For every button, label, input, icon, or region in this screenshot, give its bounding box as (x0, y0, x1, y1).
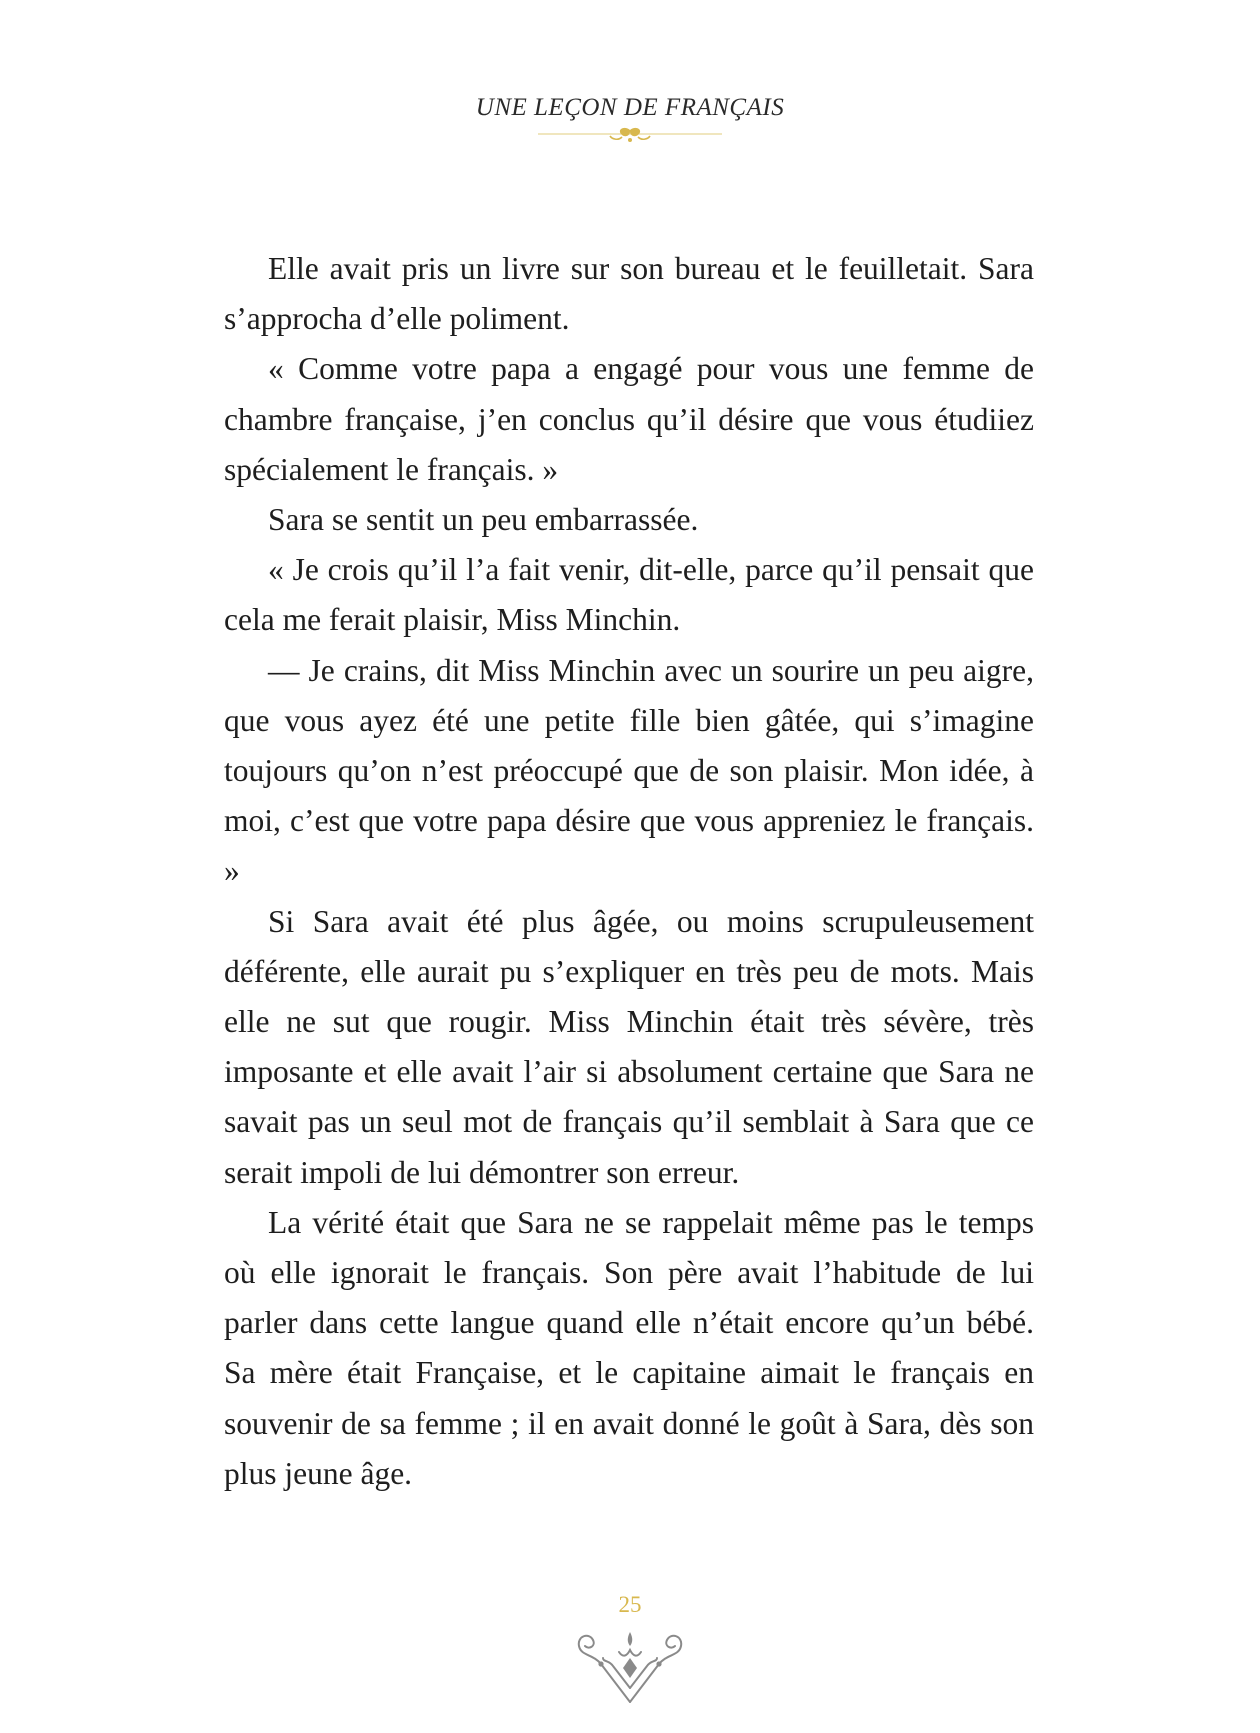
paragraph: La vérité était que Sara ne se rappelait même pas le temps où elle ignorait le français. Son père avait l’habitude de lui parler dans cette langue quand elle n’était encore qu’un bébé. Sa mère était Française, et le capitaine aimait le français en souvenir de sa femme ; il en avait donné le goût à Sara, dès son plus jeune âge. (224, 1204, 1034, 1491)
page-number: 25 (618, 1592, 642, 1617)
body-text (224, 244, 1034, 1499)
paragraph: — Je crains, dit Miss Minchin avec un sourire un peu aigre, que vous ayez été une petite fille bien gâtée, qui s’imagine toujours qu’on n’est préoccupé que de son plaisir. Mon idée, à moi, c’est que votre papa désire que vous appreniez le français. » (224, 652, 1034, 889)
paragraph: Elle avait pris un livre sur son bureau et le feuilletait. Sara s’approcha d’elle poliment. (224, 251, 1034, 337)
paragraph: « Je crois qu’il l’a fait venir, dit-elle, parce qu’il pensait que cela me ferait plaisir, Miss Minchin. (224, 552, 1034, 638)
paragraph: Si Sara avait été plus âgée, ou moins scrupuleusement déférente, elle aurait pu s’expliquer en très peu de mots. Mais elle ne sut que rougir. Miss Minchin était très sévère, très imposante et elle avait l’air si absolument certaine que Sara ne savait pas un seul mot de français qu’il semblait à Sara que ce serait impoli de lui démontrer son erreur. (224, 903, 1034, 1190)
paragraph: « Comme votre papa a engagé pour vous une femme de chambre française, j’en conclus qu’il désire que vous étudiiez spécialement le français. » (224, 351, 1034, 487)
gold-flourish-divider-icon (538, 126, 722, 144)
paragraph: Sara se sentit un peu embarrassée. (268, 502, 699, 538)
running-header-title: UNE LEÇON DE FRANÇAIS (475, 94, 785, 121)
gray-flourish-ornament-icon (575, 1618, 685, 1704)
